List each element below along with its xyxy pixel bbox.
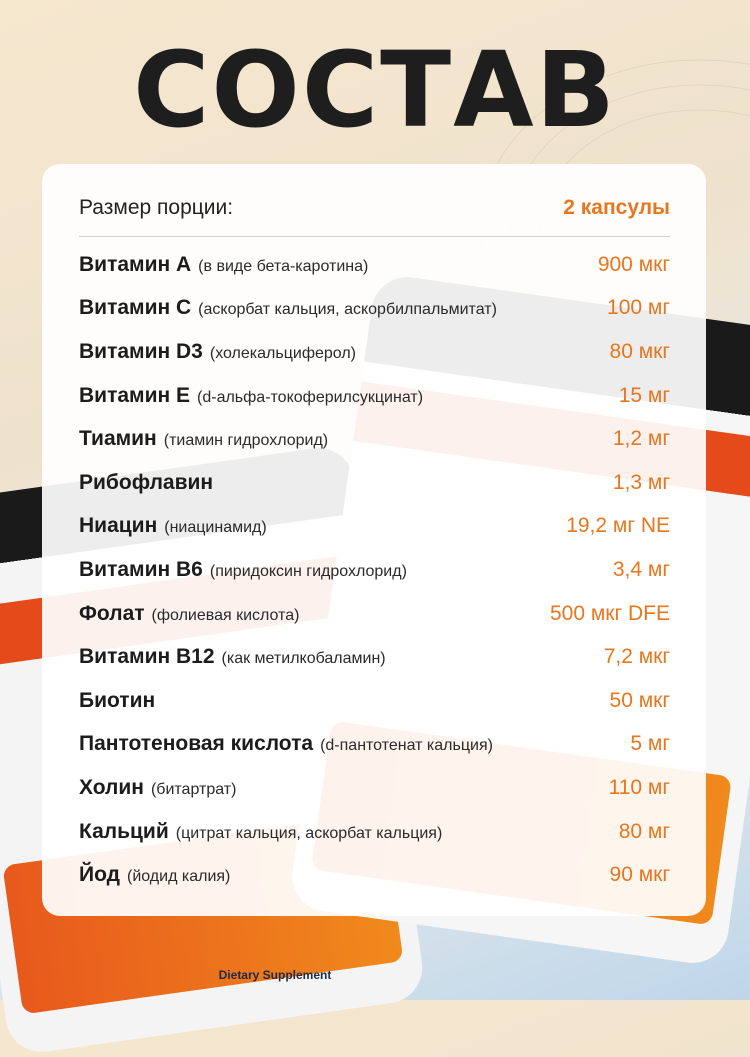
page-title: СОСТАВ — [133, 29, 617, 151]
nutrient-name: Витамин B12 — [79, 645, 215, 669]
nutrient-amount: 80 мкг — [609, 339, 670, 363]
nutrient-name-group — [79, 645, 386, 669]
nutrient-amount: 100 мг — [607, 296, 670, 320]
nutrient-amount: 500 мкг DFE — [550, 601, 670, 625]
nutrient-row — [79, 417, 670, 461]
nutrient-name-group — [79, 689, 155, 713]
nutrient-amount: 1,2 мг — [612, 427, 670, 451]
nutrient-name: Витамин D3 — [79, 339, 203, 363]
nutrient-name-group — [79, 602, 299, 626]
nutrient-amount: 50 мкг — [609, 688, 670, 712]
nutrient-note: (d-альфа-токоферилсукцинат) — [197, 388, 424, 406]
nutrient-row — [79, 592, 670, 636]
nutrient-amount: 19,2 мг NE — [566, 514, 670, 538]
nutrient-note: (пиридоксин гидрохлорид) — [209, 562, 407, 580]
nutrient-name-group — [79, 514, 267, 538]
nutrient-name-group — [79, 340, 356, 364]
nutrient-note: (тиамин гидрохлорид) — [163, 432, 329, 450]
nutrient-row — [79, 766, 670, 810]
nutrient-name: Ниацин — [79, 514, 158, 538]
nutrient-note: (йодид калия) — [126, 868, 231, 886]
nutrient-name-group — [79, 732, 493, 756]
nutrient-note: (аскорбат кальция, аскорбилпальмитат) — [198, 301, 497, 319]
nutrient-list — [79, 243, 670, 897]
divider — [79, 236, 670, 237]
nutrient-amount: 7,2 мкг — [603, 645, 670, 669]
nutrient-name-group — [79, 296, 497, 320]
nutrient-note: (d-пантотенат кальция) — [320, 737, 493, 755]
nutrient-row — [79, 330, 670, 374]
nutrient-name: Биотин — [79, 688, 156, 712]
nutrient-note: (битартрат) — [150, 780, 237, 798]
nutrient-row — [79, 635, 670, 679]
nutrient-note: (ниацинамид) — [164, 519, 267, 537]
nutrient-note: (холекальциферол) — [209, 344, 356, 362]
nutrient-name-group — [79, 820, 442, 844]
nutrient-name: Кальций — [79, 819, 169, 843]
nutrient-note: (как метилкобаламин) — [221, 650, 386, 668]
nutrient-amount: 15 мг — [618, 383, 670, 407]
nutrient-amount: 80 мг — [618, 819, 670, 843]
nutrient-amount: 5 мг — [630, 732, 670, 756]
nutrient-name-group — [79, 776, 236, 800]
nutrient-row — [79, 461, 670, 505]
serving-size-value: 2 капсулы — [563, 196, 670, 219]
nutrient-name-group — [79, 471, 213, 495]
nutrient-amount: 90 мкг — [609, 863, 670, 887]
nutrient-name-group — [79, 558, 407, 582]
nutrient-note: (в виде бета-каротина) — [198, 257, 369, 275]
nutrient-note: (фолиевая кислота) — [151, 606, 300, 624]
serving-size-row — [79, 194, 670, 222]
nutrient-row — [79, 679, 670, 723]
nutrient-row — [79, 548, 670, 592]
nutrient-name: Йод — [79, 863, 120, 887]
nutrient-row — [79, 810, 670, 854]
nutrient-row — [79, 505, 670, 549]
nutrient-amount: 3,4 мг — [612, 557, 670, 581]
nutrient-name: Тиамин — [79, 427, 157, 451]
nutrient-name: Фолат — [79, 601, 145, 625]
nutrient-name: Пантотеновая кислота — [79, 732, 314, 756]
nutrient-row — [79, 723, 670, 767]
nutrient-name: Витамин E — [79, 383, 191, 407]
nutrient-name-group — [79, 427, 328, 451]
nutrient-name-group — [79, 863, 230, 887]
nutrient-name: Витамин B6 — [79, 557, 203, 581]
nutrient-row — [79, 287, 670, 331]
nutrient-name: Витамин A — [79, 252, 192, 276]
jar-footer-text: Dietary Supplement — [218, 968, 332, 982]
nutrient-name-group — [79, 384, 423, 408]
nutrient-row — [79, 243, 670, 287]
nutrient-row — [79, 374, 670, 418]
nutrient-amount: 1,3 мг — [612, 470, 670, 494]
nutrient-name: Рибофлавин — [79, 470, 214, 494]
nutrient-note: (цитрат кальция, аскорбат кальция) — [175, 824, 443, 842]
composition-card — [42, 164, 706, 916]
nutrient-amount: 110 мг — [608, 775, 670, 799]
serving-size-label: Размер порции: — [79, 196, 234, 219]
nutrient-name: Холин — [79, 775, 144, 799]
nutrient-amount: 900 мкг — [597, 252, 670, 276]
nutrient-name: Витамин C — [79, 296, 192, 320]
nutrient-name-group — [79, 253, 368, 277]
nutrient-row — [79, 853, 670, 897]
